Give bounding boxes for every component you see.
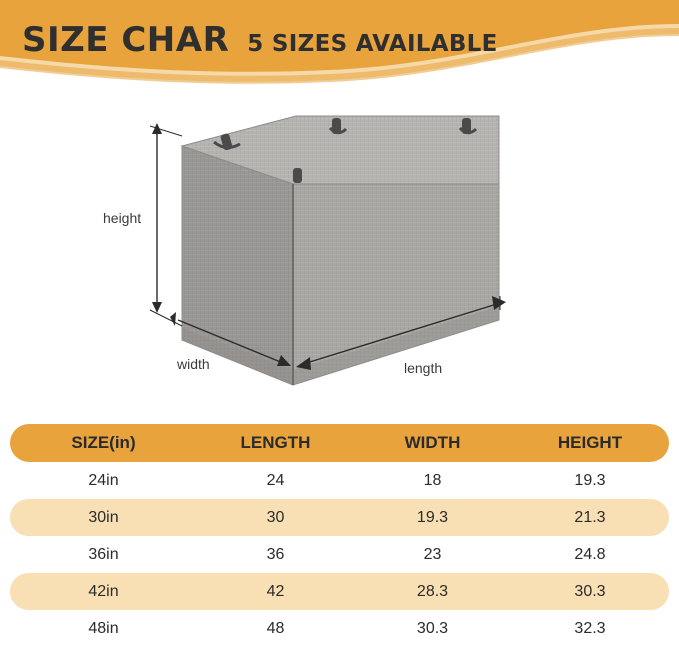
cell-height: 19.3	[574, 471, 606, 489]
cell-size: 36in	[88, 545, 119, 563]
table-row	[10, 573, 669, 610]
cell-size: 42in	[10, 573, 197, 610]
cell-width: 18	[423, 471, 442, 489]
length-label: length	[404, 360, 443, 376]
cell-length: 36	[266, 545, 285, 563]
page-subtitle: 5 SIZES AVAILABLE	[247, 31, 498, 57]
cell-height: 30.3	[511, 573, 669, 610]
product-illustration	[0, 98, 679, 420]
cell-size: 48in	[88, 619, 119, 637]
size-chart-table	[10, 424, 669, 647]
page-title: SIZE CHAR	[22, 20, 230, 60]
height-label: height	[103, 210, 142, 226]
cell-width: 23	[423, 545, 442, 563]
cell-height: 32.3	[574, 619, 606, 637]
column-header-width: WIDTH	[354, 424, 511, 462]
column-header-length: LENGTH	[197, 424, 354, 462]
cell-width: 19.3	[354, 499, 511, 536]
cell-size: 30in	[10, 499, 197, 536]
cell-length: 30	[197, 499, 354, 536]
table-row	[10, 462, 669, 499]
table-header-row	[10, 424, 669, 462]
cell-size: 24in	[88, 471, 119, 489]
cell-length: 24	[266, 471, 285, 489]
table-row	[10, 499, 669, 536]
header-text-group	[22, 20, 498, 60]
cell-width: 30.3	[416, 619, 449, 637]
width-label: width	[177, 356, 210, 372]
cell-length: 42	[197, 573, 354, 610]
column-header-size: SIZE(in)	[10, 424, 197, 462]
cell-height: 21.3	[511, 499, 669, 536]
header-banner	[0, 0, 679, 98]
crate-cover-diagram	[0, 98, 679, 420]
height-dimension	[150, 123, 182, 326]
cell-height: 24.8	[574, 545, 606, 563]
column-header-height: HEIGHT	[511, 424, 669, 462]
cell-width: 28.3	[354, 573, 511, 610]
cell-length: 48	[266, 619, 285, 637]
table-row	[10, 536, 669, 573]
table-row	[10, 610, 669, 647]
